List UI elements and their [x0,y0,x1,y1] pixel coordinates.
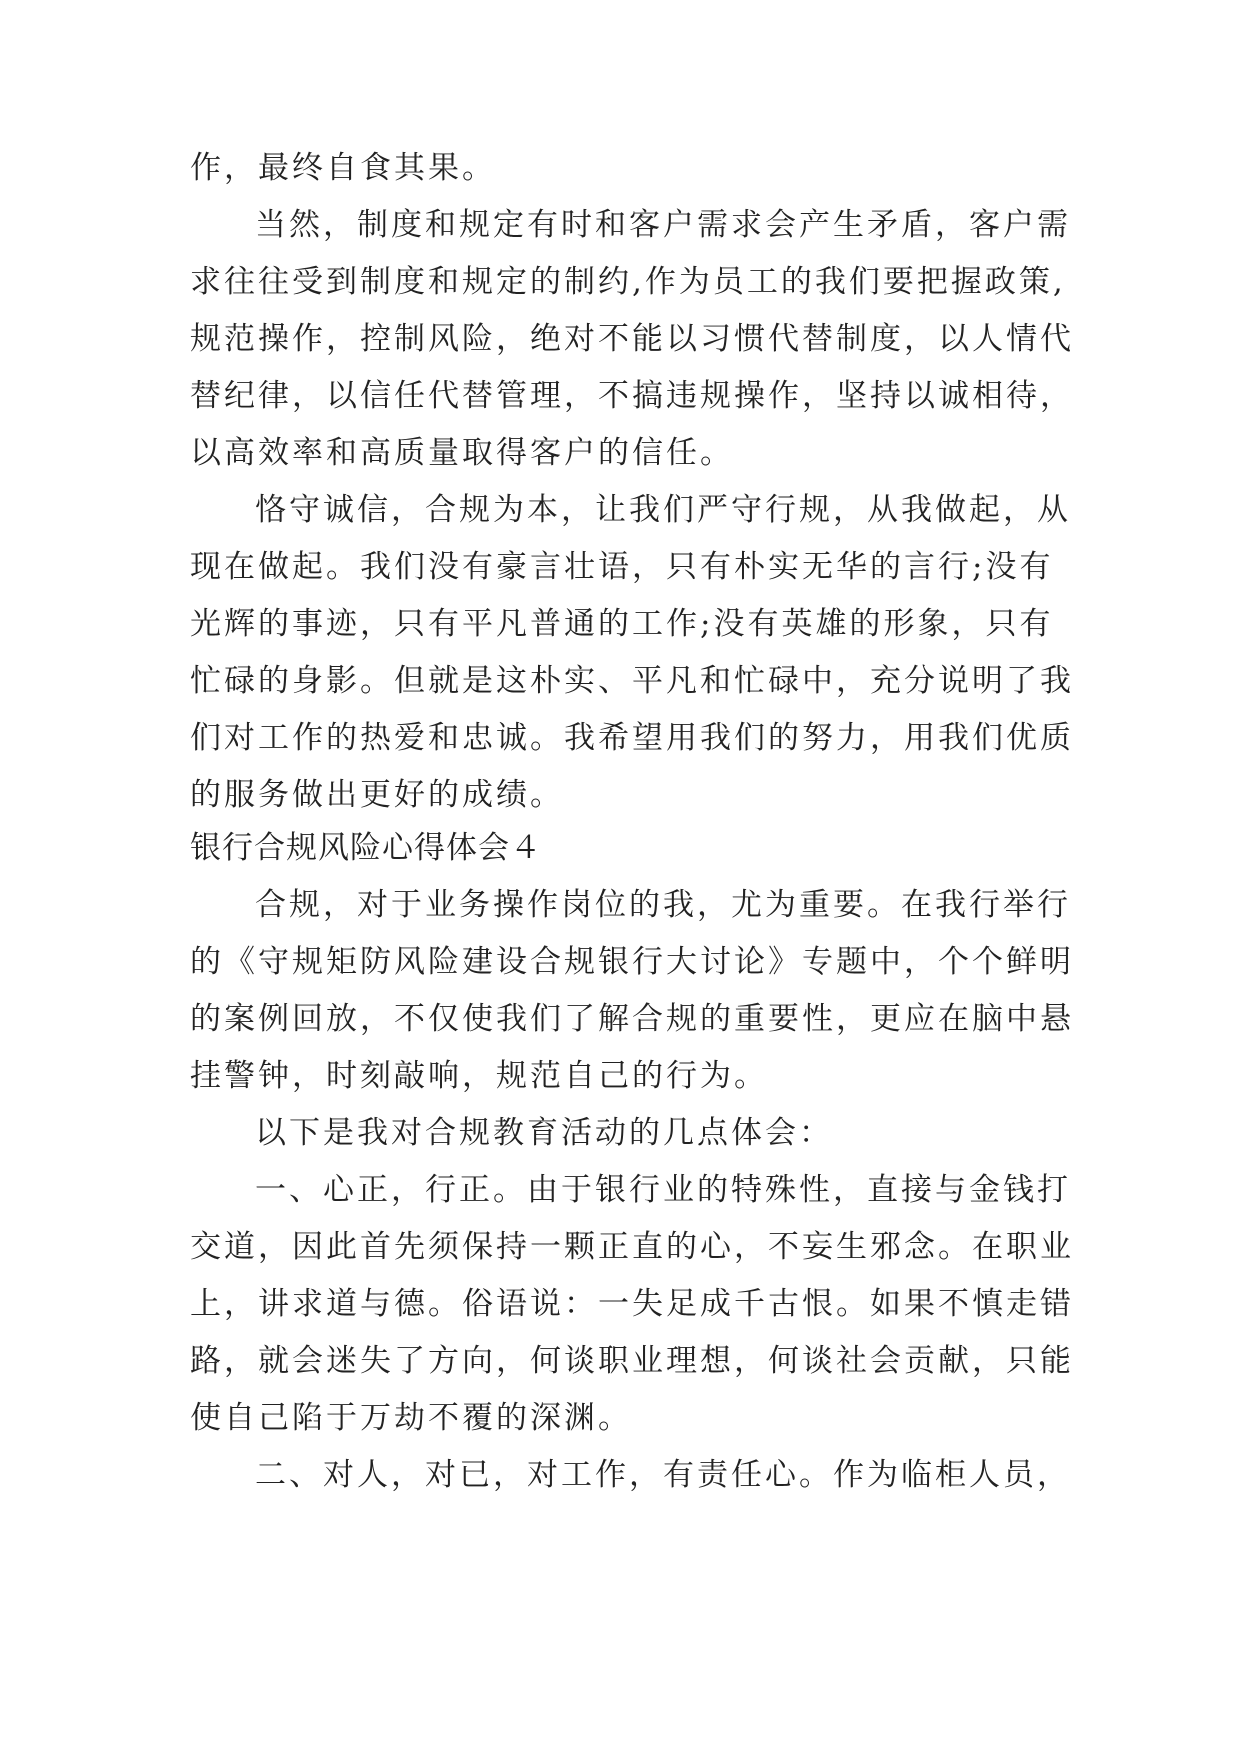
paragraph-line: 上，讲求道与德。俗语说：一失足成千古恨。如果不慎走错 [190,1286,1074,1322]
paragraph-line: 现在做起。我们没有豪言壮语，只有朴实无华的言行;没有 [190,549,1054,585]
paragraph-line: 作，最终自食其果。 [190,150,496,186]
paragraph-line: 使自己陷于万劫不覆的深渊。 [190,1400,632,1436]
paragraph-line: 的服务做出更好的成绩。 [190,777,564,813]
paragraph-line: 们对工作的热爱和忠诚。我希望用我们的努力，用我们优质 [190,720,1074,756]
paragraph-line: 交道，因此首先须保持一颗正直的心，不妄生邪念。在职业 [190,1229,1074,1265]
paragraph-line: 替纪律，以信任代替管理，不搞违规操作，坚持以诚相待， [190,378,1074,414]
paragraph-line: 的《守规矩防风险建设合规银行大讨论》专题中，个个鲜明 [190,944,1074,980]
paragraph-line: 一、心正，行正。由于银行业的特殊性，直接与金钱打 [255,1172,1071,1208]
paragraph-line: 合规，对于业务操作岗位的我，尤为重要。在我行举行 [255,887,1071,923]
paragraph-line: 当然，制度和规定有时和客户需求会产生矛盾，客户需 [255,207,1071,243]
paragraph-line: 光辉的事迹，只有平凡普通的工作;没有英雄的形象，只有 [190,606,1054,642]
paragraph-line: 以高效率和高质量取得客户的信任。 [190,435,734,471]
paragraph-line: 以下是我对合规教育活动的几点体会： [255,1115,833,1151]
paragraph-line: 规范操作，控制风险，绝对不能以习惯代替制度，以人情代 [190,321,1074,357]
paragraph-line: 二、对人，对已，对工作，有责任心。作为临柜人员， [255,1457,1071,1493]
paragraph-line: 挂警钟，时刻敲响，规范自己的行为。 [190,1058,768,1094]
paragraph-line: 恪守诚信，合规为本，让我们严守行规，从我做起，从 [255,492,1071,528]
paragraph-line: 路，就会迷失了方向，何谈职业理想，何谈社会贡献，只能 [190,1343,1074,1379]
paragraph-line: 求往往受到制度和规定的制约,作为员工的我们要把握政策, [190,264,1066,300]
section-heading: 银行合规风险心得体会４ [190,830,542,866]
paragraph-line: 忙碌的身影。但就是这朴实、平凡和忙碌中，充分说明了我 [190,663,1074,699]
paragraph-line: 的案例回放，不仅使我们了解合规的重要性，更应在脑中悬 [190,1001,1074,1037]
